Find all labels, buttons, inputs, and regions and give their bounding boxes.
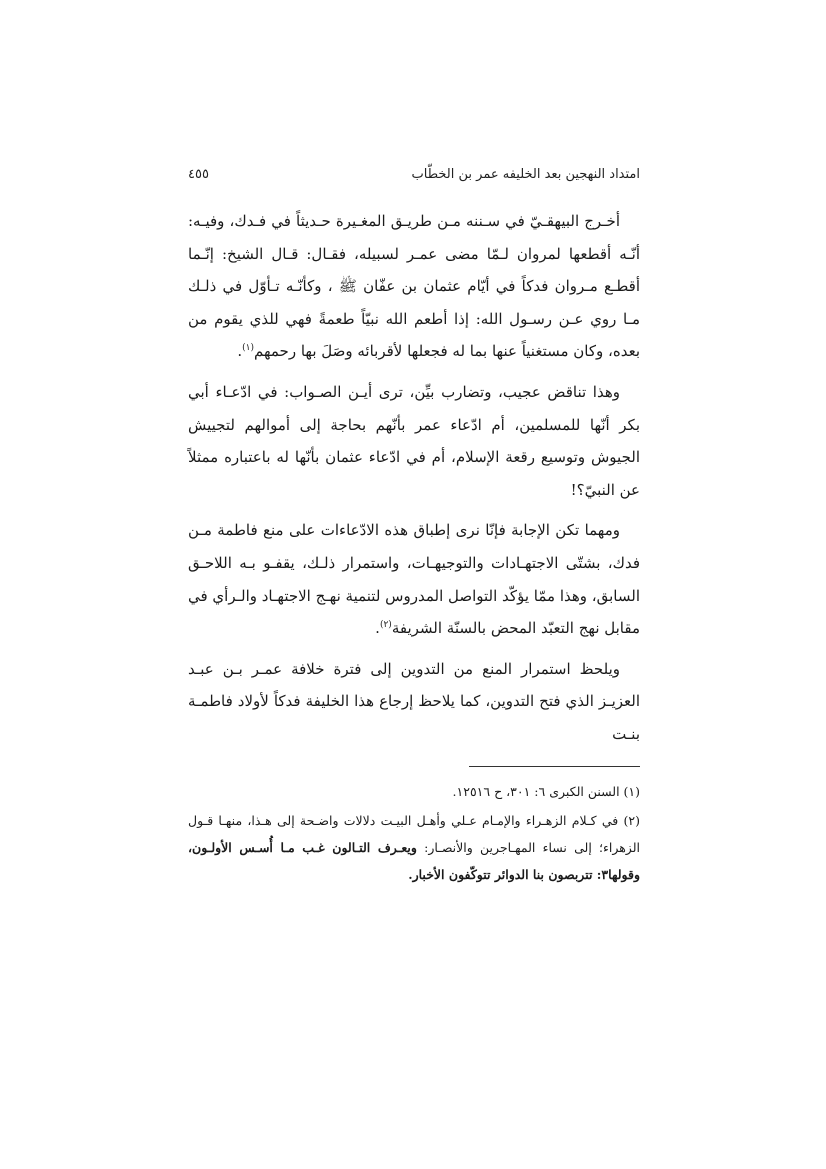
footnotes: [188, 778, 640, 890]
footnote-ref-1: (١): [242, 343, 254, 354]
footnote-2-quote-2: وقولها٣: تتربصون بنا الدوائر تتوكّفون الأخبار.: [408, 867, 640, 882]
paragraph-1-text: أخـرج البيهقـيّ في سـننه مـن طريـق المغـيرة حـديثاً في فـدك، وفيـه: أنّـه أقطعها لمروان لـمّا مضى عمـر لسبيله، فقـال: قـال الشيخ: إنّـما أقطـع مـروان فدكاً في أيّام عثمان بن عفّان ﷺ ، وكأنّـه تـأوّل في ذلـك مـا روي عـن رسـول الله: إذا أطعم الله نبيّاً طعمةً فهي للذي يقوم من بعده، وكان مستغنياً عنها بما له فجعلها لأقربائه وصَلَ بها رحمهم: [188, 212, 640, 361]
footnote-2-intro: (٢) في كـلام الزهـراء والإمـام عـلي وأهـل البيـت دلالات واضـحة إلى هـذا، منهـا قـول الزهراء؛ إلى نساء المهـاجرين والأنصـار:: [188, 813, 640, 855]
page-number: ٤٥٥: [188, 166, 209, 182]
footnote-ref-2: (٢): [379, 620, 392, 631]
paragraph-1: [188, 205, 640, 368]
footnote-2: [188, 807, 640, 888]
running-title: امتداد النهجين بعد الخليفه عمر بن الخطّاب: [411, 166, 640, 182]
paragraph-3: [188, 514, 640, 644]
paragraph-3-end: .: [375, 619, 380, 638]
paragraph-4: ويلحظ استمرار المنع من التدوين إلى فترة خلافة عمـر بـن عبـد العزيـز الذي فتح التدوين، كما يلاحظ إرجاع هذا الخليفة فدكاً لأولاد فاطمـة بنـت: [188, 659, 640, 743]
paragraph-2: وهذا تناقض عجيب، وتضارب بيِّن، ترى أيـن الصـواب: في ادّعـاء أبي بكر أنّها للمسلمين، أم ادّعاء عمر بأنّهم بحاجة إلى أموالهم لتجييش الجيوش وتوسيع رقعة الإسلام، أم في ادّعاء عثمان بأنّها له باعتباره ممثلاً عن النبيّ؟!: [188, 382, 640, 499]
running-header: [188, 162, 640, 186]
main-text: [188, 205, 640, 759]
paragraph-3-text: ومهما تكن الإجابة فإنّا نرى إطباق هذه الادّعاءات على منع فاطمة مـن فدك، بشتّى الاجتهـادات والتوجيهـات، واستمرار ذلـك، يقفـو بـه اللاحـق السابق، وهذا ممّا يؤكّد التواصل المدروس لتنمية نهـج الاجتهـاد والـرأي في مقابل نهج التعبّد المحض بالسنّة الشريفة: [187, 521, 640, 638]
footnote-separator: [469, 766, 640, 767]
paragraph-1-end: .: [237, 342, 243, 361]
footnote-1: (١) السنن الكبرى ٦: ٣٠١، ح ١٢٥١٦.: [452, 784, 640, 799]
footnote-2-quote-1: ويعـرف التـالون غـب مـا أُسـس الأولـون،: [188, 840, 417, 855]
